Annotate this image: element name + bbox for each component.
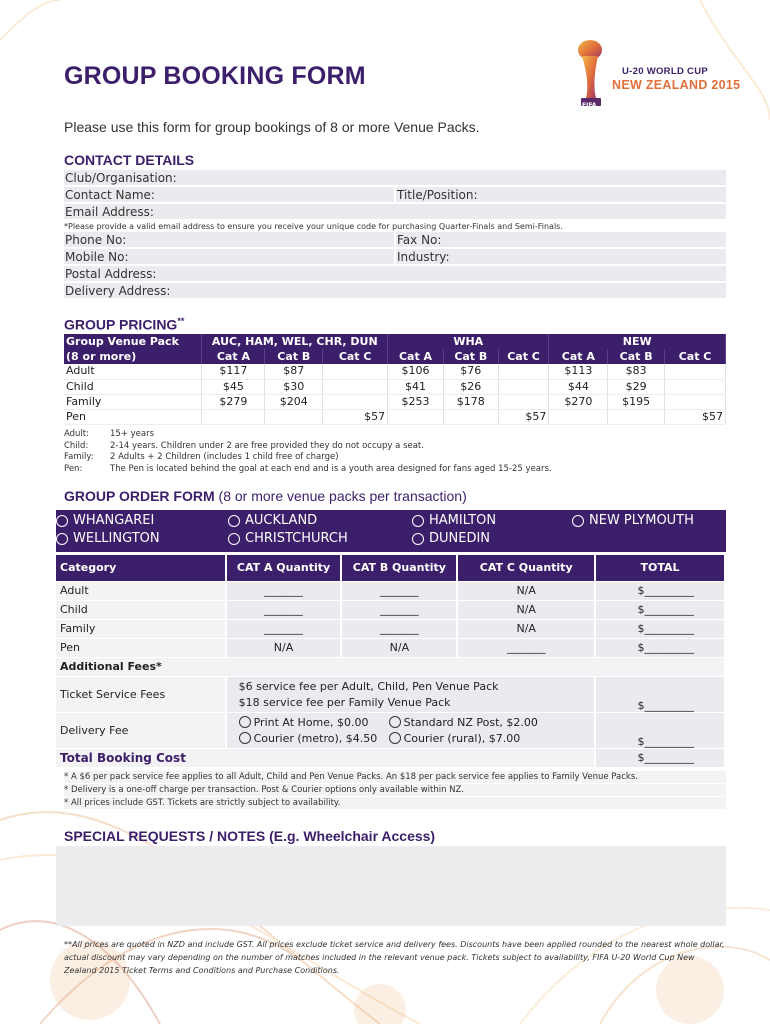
note-line: * Delivery is a one-off charge per transaction. Post & Courier options only available within NZ. (64, 784, 726, 797)
note-line: * A $6 per pack service fee applies to all Adult, Child and Pen Venue Packs. An $18 per pack service fee applies to Family Venue Packs. (64, 771, 726, 784)
cat-a-quantity[interactable]: _______ (226, 581, 342, 600)
definition-key: Family: (64, 452, 94, 462)
delivery-options (226, 712, 595, 748)
mobile-row (64, 249, 726, 265)
definition-key: Child: (64, 440, 89, 451)
order-notes (64, 771, 726, 810)
order-section-title (64, 488, 467, 504)
price-cell: $83 (608, 364, 665, 379)
price-cell (498, 379, 549, 394)
order-title-text: GROUP ORDER FORM (64, 488, 215, 504)
contact-section-title: CONTACT DETAILS (64, 152, 195, 168)
price-cell: $195 (608, 394, 665, 409)
delivery-option-courier-rural[interactable] (389, 730, 538, 746)
price-cell (608, 409, 665, 424)
price-cell (665, 364, 726, 379)
price-cell: $26 (443, 379, 498, 394)
definition-key: Adult: (64, 429, 90, 439)
price-cell: $76 (443, 364, 498, 379)
price-cell (665, 394, 726, 409)
price-cell: $57 (498, 409, 549, 424)
order-row-label: Family (56, 619, 226, 638)
pricing-row (64, 394, 726, 409)
pricing-section-title (64, 316, 184, 333)
order-col-cat-b: CAT B Quantity (341, 555, 457, 581)
phone-field[interactable]: Phone No: (64, 232, 394, 248)
price-cell: $113 (549, 364, 608, 379)
price-cell: $57 (323, 409, 388, 424)
mobile-field[interactable]: Mobile No: (64, 249, 394, 265)
delivery-address-field[interactable]: Delivery Address: (64, 283, 726, 299)
radio-circle-icon[interactable] (56, 533, 68, 545)
price-cell (323, 379, 388, 394)
total-booking-value[interactable]: $_________ (595, 748, 725, 767)
fifa-badge: FIFA (582, 102, 597, 109)
order-row-label: Child (56, 600, 226, 619)
contact-name-field[interactable]: Contact Name: (64, 187, 394, 203)
price-cell: $204 (265, 394, 323, 409)
radio-circle-icon[interactable] (228, 515, 240, 527)
radio-circle-icon[interactable] (228, 533, 240, 545)
service-fee-total[interactable]: $_________ (595, 676, 725, 712)
pricing-row (64, 364, 726, 379)
pricing-title-text: GROUP PRICING (64, 316, 178, 333)
page-title: GROUP BOOKING FORM (64, 62, 366, 90)
pricing-table (64, 334, 726, 425)
note-line: * All prices include GST. Tickets are strictly subject to availability. (64, 797, 726, 810)
venue-label: DUNEDIN (429, 531, 491, 546)
option-label: Courier (metro), $4.50 (253, 731, 378, 745)
order-row (56, 619, 725, 638)
delivery-row[interactable] (64, 283, 726, 299)
service-line1: $6 service fee per Adult, Child, Pen Venue Pack (238, 679, 499, 693)
cat-header: Cat B (443, 349, 498, 364)
price-cell: $41 (388, 379, 444, 394)
definition-key: Pen: (64, 463, 83, 474)
row-total[interactable]: $_________ (595, 581, 725, 600)
price-cell (665, 379, 726, 394)
price-cell (388, 409, 444, 424)
order-row (56, 638, 725, 657)
cat-header: Cat C (665, 349, 726, 364)
radio-circle-icon[interactable] (412, 515, 424, 527)
region-header: WHA (388, 334, 549, 349)
title-position-field[interactable]: Title/Position: (396, 187, 726, 203)
pricing-row-label: Child (64, 379, 202, 394)
price-cell (265, 409, 323, 424)
venue-label: WHANGAREI (73, 513, 155, 528)
cat-header: Cat C (498, 349, 549, 364)
phone-row (64, 232, 726, 248)
order-row (56, 581, 725, 600)
venue-selector (56, 510, 726, 552)
postal-row[interactable] (64, 266, 726, 282)
pricing-row-label: Family (64, 394, 202, 409)
cat-a-quantity[interactable]: _______ (226, 600, 342, 619)
price-cell: $270 (549, 394, 608, 409)
region-header: NEW (549, 334, 726, 349)
radio-circle-icon[interactable] (389, 716, 401, 728)
pricing-row (64, 379, 726, 394)
special-section-title: SPECIAL REQUESTS / NOTES (E.g. Wheelchair Access) (64, 828, 436, 844)
definition-row (64, 452, 552, 464)
email-note: *Please provide a valid email address to ensure you receive your unique code for purchasing Quarter-Finals and Semi-Finals. (64, 222, 563, 231)
delivery-option-courier-metro[interactable] (239, 730, 389, 746)
price-cell (202, 409, 265, 424)
additional-fees-label: Additional Fees* (56, 657, 725, 676)
cat-b-quantity[interactable]: _______ (341, 600, 457, 619)
option-label: Print At Home, $0.00 (253, 715, 369, 729)
price-cell: $30 (265, 379, 323, 394)
row-total[interactable]: $_________ (595, 638, 725, 657)
price-cell: $178 (443, 394, 498, 409)
definition-value: The Pen is located behind the goal at each end and is a youth area designed for fans aged 15-25 years. (110, 463, 552, 474)
cat-header: Cat A (388, 349, 444, 364)
definition-value: 2-14 years. Children under 2 are free provided they do not occupy a seat. (110, 440, 424, 451)
price-cell: $106 (388, 364, 444, 379)
price-cell (443, 409, 498, 424)
price-cell (498, 394, 549, 409)
definition-value: 2 Adults + 2 Children (includes 1 child free of charge) (110, 452, 339, 462)
radio-circle-icon[interactable] (412, 533, 424, 545)
price-cell (498, 364, 549, 379)
price-cell (323, 364, 388, 379)
cat-a-quantity[interactable]: N/A (226, 638, 342, 657)
order-row-label: Pen (56, 638, 226, 657)
special-requests-textarea[interactable] (56, 846, 726, 926)
u20-world-cup-logo (574, 38, 744, 114)
cat-header: Cat C (323, 349, 388, 364)
club-field[interactable]: Club/Organisation: (64, 170, 726, 186)
venue-label: WELLINGTON (73, 531, 160, 546)
ticket-service-label: Ticket Service Fees (56, 676, 226, 712)
delivery-option-standard[interactable] (389, 714, 538, 730)
radio-circle-icon[interactable] (239, 716, 251, 728)
order-col-total: TOTAL (595, 555, 725, 581)
total-booking-label: Total Booking Cost (56, 748, 595, 767)
price-cell: $117 (202, 364, 265, 379)
order-col-category: Category (56, 555, 226, 581)
intro-text: Please use this form for group bookings of 8 or more Venue Packs. (64, 119, 480, 135)
pricing-definitions (64, 429, 552, 475)
delivery-option-print[interactable] (239, 714, 389, 730)
price-cell (323, 394, 388, 409)
price-cell: $29 (608, 379, 665, 394)
delivery-fee-total[interactable]: $_________ (595, 712, 725, 748)
definition-value: 15+ years (110, 429, 155, 439)
pricing-title-mark: ** (177, 316, 185, 326)
venue-label: AUCKLAND (245, 513, 318, 528)
postal-address-field[interactable]: Postal Address: (64, 266, 726, 282)
venue-option-new-plymouth[interactable] (572, 513, 694, 528)
venue-option-christchurch[interactable] (228, 531, 348, 546)
venue-label: CHRISTCHURCH (245, 531, 348, 546)
email-field-row[interactable] (64, 204, 726, 220)
definition-row (64, 429, 552, 441)
order-col-cat-a: CAT A Quantity (226, 555, 342, 581)
cat-c-quantity[interactable]: N/A (457, 581, 595, 600)
email-field[interactable]: Email Address: (64, 204, 726, 220)
radio-circle-icon[interactable] (56, 515, 68, 527)
cat-header: Cat B (265, 349, 323, 364)
pricing-col-pack: Group Venue Pack (64, 334, 202, 349)
pricing-row (64, 409, 726, 424)
fax-field[interactable]: Fax No: (396, 232, 726, 248)
cat-c-quantity[interactable]: N/A (457, 600, 595, 619)
contact-name-row (64, 187, 726, 203)
price-cell: $279 (202, 394, 265, 409)
radio-circle-icon[interactable] (572, 515, 584, 527)
service-line2: $18 service fee per Family Venue Pack (238, 695, 451, 709)
price-cell: $253 (388, 394, 444, 409)
cat-a-quantity[interactable]: _______ (226, 619, 342, 638)
industry-field[interactable]: Industry: (396, 249, 726, 265)
order-table (56, 555, 726, 768)
venue-option-auckland[interactable] (228, 513, 317, 528)
club-field-row[interactable] (64, 170, 726, 186)
row-total[interactable]: $_________ (595, 600, 725, 619)
option-label: Courier (rural), $7.00 (403, 731, 521, 745)
cat-c-quantity[interactable]: _______ (457, 638, 595, 657)
cat-header: Cat A (549, 349, 608, 364)
order-row (56, 600, 725, 619)
venue-option-dunedin[interactable] (412, 531, 490, 546)
venue-option-whangarei[interactable] (56, 513, 154, 528)
cat-b-quantity[interactable]: _______ (341, 619, 457, 638)
order-row-label: Adult (56, 581, 226, 600)
radio-circle-icon[interactable] (389, 732, 401, 744)
row-total[interactable]: $_________ (595, 619, 725, 638)
order-title-sub: (8 or more venue packs per transaction) (218, 488, 467, 504)
cat-c-quantity[interactable]: N/A (457, 619, 595, 638)
cat-b-quantity[interactable]: _______ (341, 581, 457, 600)
delivery-fee-label: Delivery Fee (56, 712, 226, 748)
pricing-row-label: Adult (64, 364, 202, 379)
logo-line2: NEW ZEALAND 2015 (612, 78, 741, 92)
disclaimer-text: **All prices are quoted in NZD and include GST. All prices exclude ticket service and delivery fees. Discounts have been applied rounded to the nearest whole dollar, actual discount may vary depending on the number of matches included in the relevant venue pack. Tickets subject to availability, FIFA U-20 World Cup New Zealand 2015 Ticket Terms and Conditions and Purchase Conditions. (64, 940, 725, 975)
venue-option-hamilton[interactable] (412, 513, 496, 528)
venue-label: NEW PLYMOUTH (589, 513, 694, 528)
cat-header: Cat A (202, 349, 265, 364)
definition-row (64, 441, 552, 453)
cat-header: Cat B (608, 349, 665, 364)
service-fee-description (226, 676, 595, 712)
price-cell: $45 (202, 379, 265, 394)
venue-option-wellington[interactable] (56, 531, 160, 546)
pricing-col-sub: (8 or more) (64, 349, 202, 364)
price-cell: $44 (549, 379, 608, 394)
option-label: Standard NZ Post, $2.00 (403, 715, 538, 729)
cat-b-quantity[interactable]: N/A (341, 638, 457, 657)
definition-row (64, 464, 552, 476)
order-col-cat-c: CAT C Quantity (457, 555, 595, 581)
price-cell: $87 (265, 364, 323, 379)
price-cell: $57 (665, 409, 726, 424)
price-cell (549, 409, 608, 424)
logo-line1: U-20 WORLD CUP (622, 66, 709, 77)
venue-label: HAMILTON (429, 513, 497, 528)
region-header: AUC, HAM, WEL, CHR, DUN (202, 334, 388, 349)
pricing-row-label: Pen (64, 409, 202, 424)
radio-circle-icon[interactable] (239, 732, 251, 744)
